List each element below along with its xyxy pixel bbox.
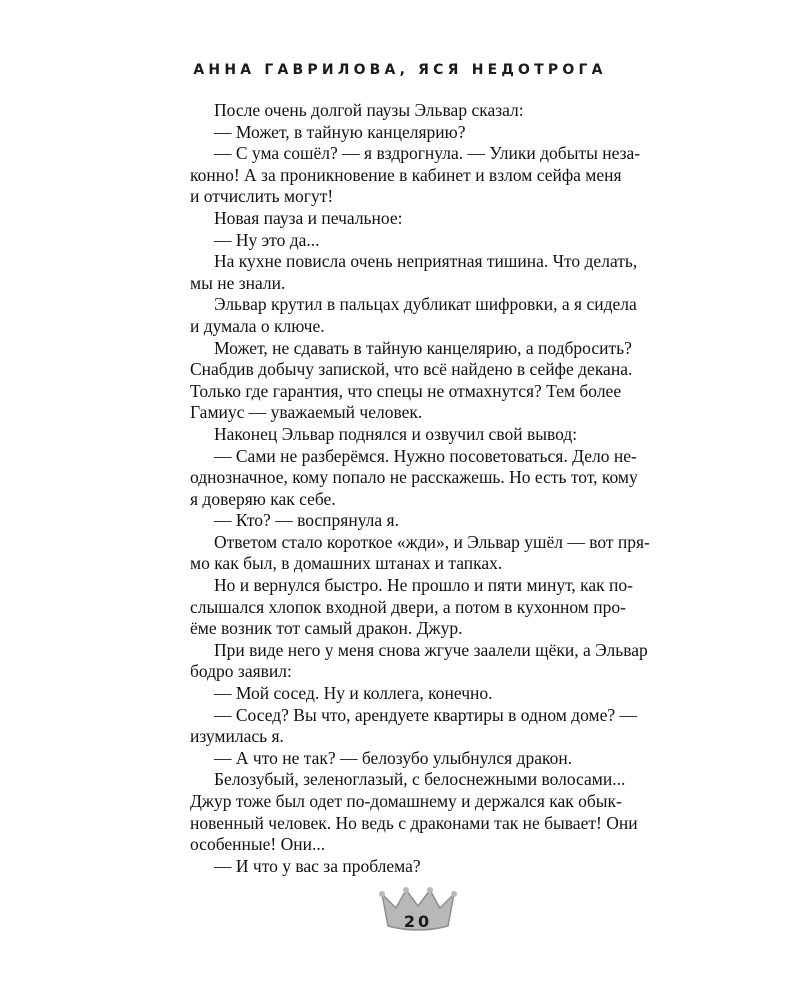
text-line: Белозубый, зеленоглазый, с белоснежными волосами...: [214, 769, 626, 790]
crown-jewel-mid-right: [427, 887, 433, 893]
text-line: слышался хлопок входной двери, а потом в кухонном про-: [190, 596, 626, 617]
page-number: 20: [403, 912, 433, 931]
text-line: Только где гарантия, что спецы не отмахнутся? Тем более: [190, 380, 622, 401]
crown-jewel-right: [451, 891, 457, 897]
text-line: Ответом стало короткое «жди», и Эльвар ушёл — вот пря-: [214, 531, 650, 552]
text-line: Но и вернулся быстро. Не прошло и пяти минут, как по-: [214, 575, 633, 596]
text-line: изумилась я.: [190, 726, 284, 747]
text-line: и думала о ключе.: [190, 315, 325, 336]
text-line: После очень долгой паузы Эльвар сказал:: [214, 100, 524, 120]
text-line: особенные! Они...: [190, 834, 326, 855]
text-line: конно! А за проникновение в кабинет и взлом сейфа меня: [190, 164, 622, 185]
text-line: мо как был, в домашних штанах и тапках.: [190, 553, 503, 574]
text-line: Снабдив добычу запиской, что всё найдено в сейфе декана.: [190, 359, 633, 380]
text-line: мы не знали.: [190, 272, 286, 293]
text-line: При виде него у меня снова жгуче заалели щёки, а Эльвар: [214, 639, 648, 660]
crown-jewel-mid-left: [403, 887, 409, 893]
text-line: — А что не так? — белозубо улыбнулся дракон.: [214, 747, 573, 768]
text-line: ёме возник тот самый дракон. Джур.: [190, 618, 463, 639]
text-line: — Сами не разберёмся. Нужно посоветоваться. Дело не-: [214, 445, 637, 466]
text-line: — Может, в тайную канцелярию?: [214, 121, 466, 142]
text-line: — Мой сосед. Ну и коллега, конечно.: [214, 683, 493, 704]
text-line: Эльвар крутил в пальцах дубликат шифровки, а я сидела: [214, 294, 637, 315]
text-line: — Кто? — воспрянула я.: [214, 510, 399, 531]
crown-jewel-left: [379, 891, 385, 897]
text-line: Гамиус — уважаемый человек.: [190, 402, 423, 423]
text-line: новенный человек. Но ведь с драконами так не бывает! Они: [190, 812, 638, 833]
text-line: Новая пауза и печальное:: [214, 207, 403, 228]
text-line: Наконец Эльвар поднялся и озвучил свой вывод:: [214, 423, 578, 444]
text-line: я доверяю как себе.: [190, 488, 336, 509]
text-line: — Ну это да...: [214, 229, 320, 250]
running-head-title: АННА ГАВРИЛОВА, ЯСЯ НЕДОТРОГА: [193, 62, 607, 78]
text-line: — Сосед? Вы что, арендуете квартиры в одном доме? —: [214, 704, 637, 725]
text-line: Джур тоже был одет по-домашнему и держался как обык-: [190, 791, 622, 811]
text-line: — С ума сошёл? — я вздрогнула. — Улики добыты неза-: [214, 143, 641, 164]
text-line: На кухне повисла очень неприятная тишина. Что делать,: [214, 251, 638, 272]
text-line: — И что у вас за проблема?: [214, 855, 421, 876]
text-line: бодро заявил:: [190, 661, 292, 682]
text-line: Может, не сдавать в тайную канцелярию, а подбросить?: [214, 337, 632, 358]
text-line: однозначное, кому попало не расскажешь. Но есть тот, кому: [190, 467, 638, 488]
page-body-text: [190, 100, 650, 877]
text-line: и отчислить могут!: [190, 186, 334, 207]
